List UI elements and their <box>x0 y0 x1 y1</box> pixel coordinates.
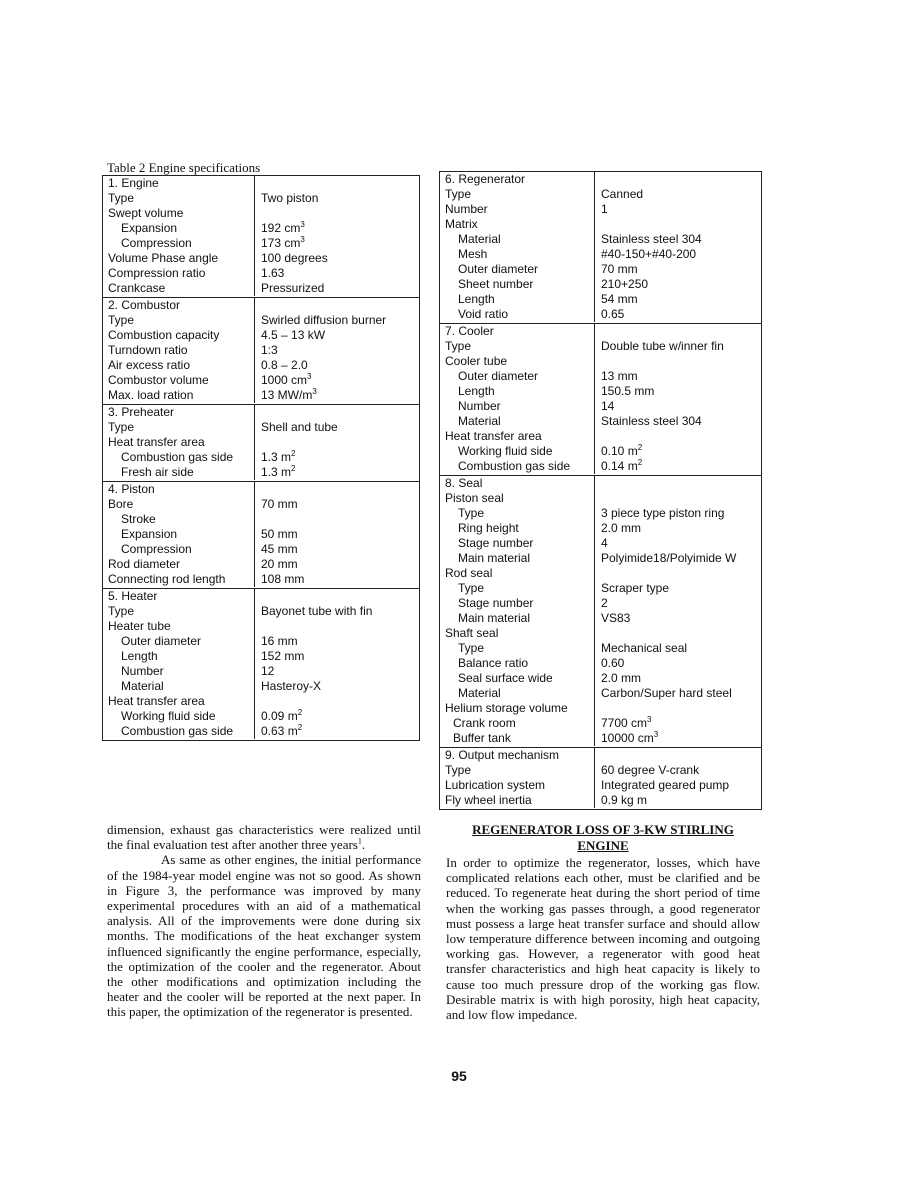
spec-value: 0.8 – 2.0 <box>261 358 308 372</box>
table-row <box>103 512 419 527</box>
spec-label: Ring height <box>440 521 595 536</box>
spec-label: Stage number <box>440 536 595 551</box>
table-row <box>440 339 761 354</box>
table-row <box>103 679 419 694</box>
table-row <box>440 521 761 536</box>
spec-label: Type <box>103 313 255 328</box>
spec-label: Type <box>440 641 595 656</box>
spec-value: Integrated geared pump <box>601 778 730 792</box>
spec-label: Expansion <box>103 221 255 236</box>
spec-label: Max. load ration <box>103 388 255 403</box>
table-row <box>440 384 761 399</box>
spec-value: Hasteroy-X <box>261 679 322 693</box>
table-section <box>440 476 761 748</box>
spec-value: Carbon/Super hard steel <box>601 686 732 700</box>
table-row <box>103 328 419 343</box>
spec-value: 152 mm <box>261 649 305 663</box>
spec-value: #40-150+#40-200 <box>601 247 697 261</box>
table-row <box>103 542 419 557</box>
spec-label: Type <box>103 604 255 619</box>
spec-value <box>595 491 761 506</box>
table-row <box>440 626 761 641</box>
table-row <box>440 566 761 581</box>
table-row <box>440 536 761 551</box>
spec-value <box>595 217 761 232</box>
spec-label: Type <box>440 339 595 354</box>
table-section <box>103 298 419 405</box>
spec-label: Type <box>440 187 595 202</box>
spec-value: 4 <box>601 536 608 550</box>
table-row <box>103 373 419 388</box>
spec-label: Connecting rod length <box>103 572 255 587</box>
spec-value: 50 mm <box>261 527 298 541</box>
table-row <box>103 221 419 236</box>
spec-value <box>595 566 761 581</box>
spec-label: Lubrication system <box>440 778 595 793</box>
body-column-left <box>107 822 421 1020</box>
table-row <box>103 435 419 450</box>
section-title: 1. Engine <box>103 176 255 191</box>
spec-label: Outer diameter <box>103 634 255 649</box>
table-row <box>103 388 419 403</box>
spec-label: Number <box>440 399 595 414</box>
spec-value: 10000 $cm^3$ <box>601 731 659 745</box>
spec-value: Pressurized <box>261 281 325 295</box>
spec-value <box>595 429 761 444</box>
spec-label: Fresh air side <box>103 465 255 480</box>
table-row <box>103 664 419 679</box>
spec-label: Combustion gas side <box>103 450 255 465</box>
spec-value: 0.10 $m^2$ <box>601 444 643 458</box>
spec-value: 210+250 <box>601 277 649 291</box>
table-row <box>103 557 419 572</box>
spec-label: Stage number <box>440 596 595 611</box>
spec-value: Mechanical seal <box>601 641 688 655</box>
spec-label: Mesh <box>440 247 595 262</box>
table-row <box>440 217 761 232</box>
spec-label: Turndown ratio <box>103 343 255 358</box>
spec-value: 4.5 – 13 kW <box>261 328 326 342</box>
spec-value: Double tube w/inner fin <box>601 339 724 353</box>
spec-label: Working fluid side <box>440 444 595 459</box>
table-row <box>103 450 419 465</box>
table-row <box>440 277 761 292</box>
table-row <box>440 686 761 701</box>
section-title-row <box>103 405 419 420</box>
section-title-row <box>440 476 761 491</box>
spec-value: 14 <box>601 399 615 413</box>
spec-label: Length <box>440 292 595 307</box>
section-title-row <box>440 324 761 339</box>
table-section <box>103 482 419 589</box>
section-title: 5. Heater <box>103 589 255 604</box>
table-row <box>440 763 761 778</box>
table-row <box>440 429 761 444</box>
spec-label: Material <box>440 686 595 701</box>
spec-value: 2 <box>601 596 608 610</box>
spec-value: Scraper type <box>601 581 670 595</box>
spec-value: 3 piece type piston ring <box>601 506 725 520</box>
spec-label: Expansion <box>103 527 255 542</box>
table-section <box>103 589 419 740</box>
spec-value: 70 mm <box>261 497 298 511</box>
table-row <box>440 444 761 459</box>
section-heading-line: REGENERATOR LOSS OF 3-KW STIRLING <box>472 822 734 837</box>
table-row <box>440 202 761 217</box>
spec-label: Number <box>440 202 595 217</box>
spec-label: Material <box>103 679 255 694</box>
section-title-row <box>103 482 419 497</box>
table-row <box>440 701 761 716</box>
spec-label: Combustion gas side <box>103 724 255 739</box>
spec-value: 192 $cm^3$ <box>261 221 305 235</box>
spec-label: Balance ratio <box>440 656 595 671</box>
spec-value: 16 mm <box>261 634 298 648</box>
section-title: 9. Output mechanism <box>440 748 595 763</box>
spec-value: 2.0 mm <box>601 521 642 535</box>
section-title-row <box>440 172 761 187</box>
spec-label: Working fluid side <box>103 709 255 724</box>
spec-value: 1:3 <box>261 343 278 357</box>
table-section <box>440 172 761 324</box>
spec-label: Type <box>440 506 595 521</box>
spec-value: 0.63 $m^2$ <box>261 724 303 738</box>
table-section <box>103 176 419 298</box>
spec-value: 1000 $cm^3$ <box>261 373 312 387</box>
spec-label: Compression ratio <box>103 266 255 281</box>
spec-label: Volume Phase angle <box>103 251 255 266</box>
spec-value: 0.9 kg m <box>601 793 648 807</box>
table-row <box>103 619 419 634</box>
spec-value <box>595 626 761 641</box>
spec-value <box>255 206 419 221</box>
table-caption: Table 2 Engine specifications <box>107 160 261 175</box>
table-row <box>440 369 761 384</box>
spec-value: 0.65 <box>601 307 625 321</box>
spec-label: Material <box>440 414 595 429</box>
paragraph: As same as other engines, the initial performance of the 1984-year model engine was not so good. As shown in Figure 3, the performance was improved by many experimental procedures with an aid of a mathematical analysis. All of the improvements were done during six months. The modifications of the heat exchanger system influenced significantly the engine performance, especially, the optimization of the cooler and the regenerator. About the other modifications and optimization including the heater and the cooler will be reported at the next paper. In this paper, the optimization of the regenerator is presented. <box>107 852 421 1020</box>
spec-label: Compression <box>103 236 255 251</box>
section-title: 4. Piston <box>103 482 255 497</box>
body-column-right <box>446 855 760 1022</box>
table-row <box>440 232 761 247</box>
spec-value: 0.09 $m^2$ <box>261 709 303 723</box>
table-row <box>103 281 419 296</box>
spec-label: Length <box>103 649 255 664</box>
table-row <box>103 572 419 587</box>
spec-label: Rod diameter <box>103 557 255 572</box>
spec-label: Matrix <box>440 217 595 232</box>
spec-label: Combustion capacity <box>103 328 255 343</box>
spec-label: Number <box>103 664 255 679</box>
spec-label: Fly wheel inertia <box>440 793 595 808</box>
spec-value <box>255 435 419 450</box>
table-row <box>103 465 419 480</box>
spec-value: 54 mm <box>601 292 638 306</box>
table-row <box>440 793 761 808</box>
spec-value: 108 mm <box>261 572 305 586</box>
spec-label: Heat transfer area <box>103 435 255 450</box>
table-row <box>103 604 419 619</box>
spec-label: Heat transfer area <box>440 429 595 444</box>
table-row <box>103 236 419 251</box>
spec-table-right <box>439 171 762 810</box>
spec-value: 1.3 $m^2$ <box>261 450 296 464</box>
table-row <box>440 506 761 521</box>
table-row <box>103 649 419 664</box>
table-row <box>103 266 419 281</box>
spec-value <box>595 354 761 369</box>
spec-value: 13 $MW/m^3$ <box>261 388 317 402</box>
spec-label: Type <box>103 191 255 206</box>
table-row <box>440 656 761 671</box>
table-row <box>103 527 419 542</box>
table-row <box>103 313 419 328</box>
table-row <box>440 551 761 566</box>
spec-label: Heat transfer area <box>103 694 255 709</box>
table-section <box>103 405 419 482</box>
spec-label: Piston seal <box>440 491 595 506</box>
table-row <box>103 420 419 435</box>
spec-label: Material <box>440 232 595 247</box>
spec-label: Buffer tank <box>440 731 595 746</box>
spec-value: 13 mm <box>601 369 638 383</box>
spec-table-left <box>102 175 420 741</box>
spec-value: Stainless steel 304 <box>601 414 702 428</box>
table-row <box>103 724 419 739</box>
table-row <box>440 491 761 506</box>
spec-label: Heater tube <box>103 619 255 634</box>
section-title-row <box>103 298 419 313</box>
spec-label: Seal surface wide <box>440 671 595 686</box>
spec-label: Outer diameter <box>440 369 595 384</box>
table-row <box>440 292 761 307</box>
section-title: 8. Seal <box>440 476 595 491</box>
spec-label: Helium storage volume <box>440 701 595 716</box>
table-row <box>103 343 419 358</box>
spec-value: 7700 $cm^3$ <box>601 716 652 730</box>
spec-label: Outer diameter <box>440 262 595 277</box>
spec-label: Combustor volume <box>103 373 255 388</box>
spec-value: Swirled diffusion burner <box>261 313 387 327</box>
table-row <box>440 307 761 322</box>
section-heading-line: ENGINE <box>577 838 629 853</box>
table-row <box>440 716 761 731</box>
spec-label: Crankcase <box>103 281 255 296</box>
table-row <box>440 247 761 262</box>
spec-value: 1.3 $m^2$ <box>261 465 296 479</box>
spec-label: Cooler tube <box>440 354 595 369</box>
table-row <box>440 399 761 414</box>
section-title-row <box>103 176 419 191</box>
table-row <box>103 206 419 221</box>
table-row <box>440 611 761 626</box>
spec-value: 1 <box>601 202 608 216</box>
spec-label: Stroke <box>103 512 255 527</box>
table-row <box>440 778 761 793</box>
spec-value: 12 <box>261 664 275 678</box>
spec-label: Crank room <box>440 716 595 731</box>
table-section <box>440 324 761 476</box>
table-row <box>440 581 761 596</box>
table-row <box>103 251 419 266</box>
spec-label: Air excess ratio <box>103 358 255 373</box>
spec-value: Polyimide18/Polyimide W <box>601 551 737 565</box>
spec-value <box>255 619 419 634</box>
table-section <box>440 748 761 809</box>
section-title: 7. Cooler <box>440 324 595 339</box>
spec-value: VS83 <box>601 611 631 625</box>
spec-label: Combustion gas side <box>440 459 595 474</box>
spec-value: 2.0 mm <box>601 671 642 685</box>
table-row <box>440 414 761 429</box>
section-title: 2. Combustor <box>103 298 255 313</box>
spec-label: Compression <box>103 542 255 557</box>
spec-value: 1.63 <box>261 266 285 280</box>
spec-value: 60 degree V-crank <box>601 763 700 777</box>
spec-value <box>255 694 419 709</box>
spec-label: Type <box>440 581 595 596</box>
spec-label: Main material <box>440 551 595 566</box>
table-row <box>103 497 419 512</box>
spec-value: 45 mm <box>261 542 298 556</box>
section-title: 3. Preheater <box>103 405 255 420</box>
spec-label: Sheet number <box>440 277 595 292</box>
spec-label: Swept volume <box>103 206 255 221</box>
spec-value <box>255 512 419 527</box>
spec-label: Type <box>103 420 255 435</box>
spec-label: Rod seal <box>440 566 595 581</box>
section-title-row <box>103 589 419 604</box>
spec-value: 150.5 mm <box>601 384 655 398</box>
table-row <box>440 731 761 746</box>
table-row <box>103 709 419 724</box>
paragraph: In order to optimize the regenerator, losses, which have complicated relations each other, must be clarified and be reduced. To regenerate heat during the short period of time when the working gas passes through, a good regenerator must possess a large heat transfer surface and should allow low temperature difference between incoming and outgoing working gas. However, a regenerator with good heat transfer characteristics and high heat capacity is likely to cause too much pressure drop of the working gas flow. Desirable matrix is with high porosity, high heat capacity, and low flow impedance. <box>446 855 760 1023</box>
page-number: 95 <box>451 1068 467 1084</box>
spec-value: Stainless steel 304 <box>601 232 702 246</box>
table-row <box>103 634 419 649</box>
table-row <box>440 262 761 277</box>
spec-value: Bayonet tube with fin <box>261 604 373 618</box>
paragraph: dimension, exhaust gas characteristics were realized until the final evaluation test after another three years$^1$. <box>107 822 421 853</box>
spec-value <box>595 701 761 716</box>
spec-value: 0.14 $m^2$ <box>601 459 643 473</box>
table-row <box>103 694 419 709</box>
table-row <box>440 354 761 369</box>
spec-value: 0.60 <box>601 656 625 670</box>
spec-label: Void ratio <box>440 307 595 322</box>
table-row <box>103 191 419 206</box>
spec-label: Type <box>440 763 595 778</box>
table-row <box>440 671 761 686</box>
spec-label: Shaft seal <box>440 626 595 641</box>
section-title: 6. Regenerator <box>440 172 595 187</box>
spec-value: 70 mm <box>601 262 638 276</box>
table-row <box>440 641 761 656</box>
spec-value: Shell and tube <box>261 420 338 434</box>
spec-value: 20 mm <box>261 557 298 571</box>
spec-label: Length <box>440 384 595 399</box>
table-row <box>440 596 761 611</box>
spec-value: Canned <box>601 187 644 201</box>
spec-value: 100 degrees <box>261 251 328 265</box>
spec-value: 173 $cm^3$ <box>261 236 305 250</box>
spec-value: Two piston <box>261 191 319 205</box>
spec-label: Bore <box>103 497 255 512</box>
section-title-row <box>440 748 761 763</box>
table-row <box>440 459 761 474</box>
section-heading <box>446 822 760 854</box>
spec-label: Main material <box>440 611 595 626</box>
table-row <box>440 187 761 202</box>
table-row <box>103 358 419 373</box>
